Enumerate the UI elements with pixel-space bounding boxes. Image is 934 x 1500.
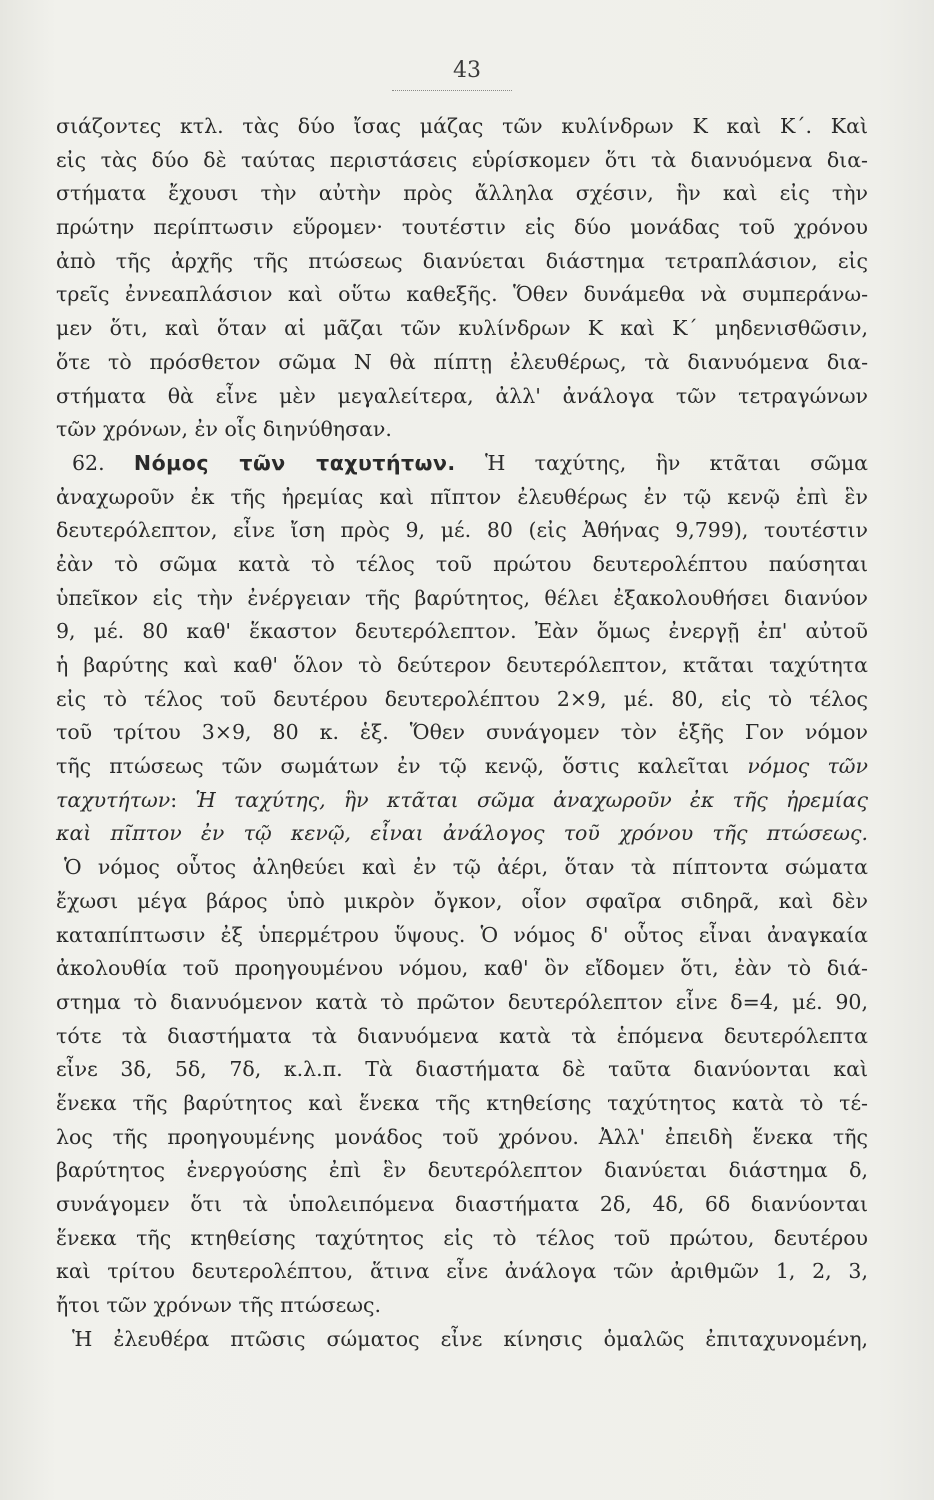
law-name: νόμος τῶν [747,754,868,779]
section-heading: Νόμος τῶν ταχυτήτων. [133,450,456,475]
law-name-line [56,750,868,784]
text-line: τρεῖς ἐννεαπλάσιον καὶ οὕτω καθεξῆς. Ὅθεν δυνάμεθα νὰ συμπεράνω- [56,282,868,307]
text-line: εἰς τὸ τέλος τοῦ δευτέρου δευτερολέπτου 2×9, μέ. 80, εἰς τὸ τέλος [56,686,868,711]
text-line: ἀκολουθία τοῦ προηγουμένου νόμου, καθ' ὃν εἴδομεν ὅτι, ἐὰν τὸ διά- [56,956,868,981]
text-line: Ὁ νόμος οὗτος ἀληθεύει καὶ ἐν τῷ ἀέρι, ὅταν τὰ πίπτοντα σώματα [64,855,868,880]
text-line: ἡ βαρύτης καὶ καθ' ὅλον τὸ δεύτερον δευτερόλεπτον, κτᾶται ταχύτητα [56,653,868,677]
text-line: λος τῆς προηγουμένης μονάδος τοῦ χρόνου. Ἀλλ' ἐπειδὴ ἕνεκα τῆς [56,1124,868,1149]
law-statement-rest: καὶ πῖπτον ἐν τῷ κενῷ, εἶναι ἀνάλογος τοῦ χρόνου τῆς πτώσεως. [56,821,868,846]
text-line: βαρύτητος ἐνεργούσης ἐπὶ ἓν δευτερόλεπτον διανύεται διάστημα δ, [56,1158,868,1183]
text-line: ἀπὸ τῆς ἀρχῆς τῆς πτώσεως διανύεται διάστημα τετραπλάσιον, εἰς [56,248,868,273]
text-line: στήματα ἔχουσι τὴν αὐτὴν πρὸς ἄλληλα σχέσιν, ἣν καὶ εἰς τὴν [56,181,868,206]
text-line: 9, μέ. 80 καθ' ἕκαστον δευτερόλεπτον. Ἐὰν ὅμως ἐνεργῇ ἐπ' αὐτοῦ [56,619,868,644]
text-line: τοῦ τρίτου 3×9, 80 κ. ἑξ. Ὅθεν συνάγομεν τὸν ἑξῆς Γον νόμον [56,720,868,745]
law-statement-start: Ἡ ταχύτης, ἣν κτᾶται σῶμα ἀναχωροῦν ἐκ τῆς ἠρεμίας [195,787,868,812]
text-line: σιάζοντες κτλ. τὰς δύο ἴσας μάζας τῶν κυλίνδρων Κ καὶ Κ΄. Καὶ [56,114,868,138]
section-first-line [56,447,868,481]
law-name-continued: ταχυτήτων [56,787,171,812]
text-line: ἐὰν τὸ σῶμα κατὰ τὸ τέλος τοῦ πρώτου δευτερολέπτου παύσηται [56,551,868,576]
text-line: ὅτε τὸ πρόσθετον σῶμα Ν θὰ πίπτῃ ἐλευθέρως, τὰ διανυόμενα δια- [56,349,868,374]
page-body [56,110,868,1356]
text-line: δευτερόλεπτον, εἶνε ἴση πρὸς 9, μέ. 80 (εἰς Ἀθήνας 9,799), τουτέστιν [56,518,868,543]
text-line: ἀναχωροῦν ἐκ τῆς ἠρεμίας καὶ πῖπτον ἐλευθέρως ἐν τῷ κενῷ ἐπὶ ἓν [56,484,868,509]
text-line: στημα τὸ διανυόμενον κατὰ τὸ πρῶτον δευτερόλεπτον εἶνε δ=4, μέ. 90, [56,989,868,1014]
text-line: ἕνεκα τῆς κτηθείσης ταχύτητος εἰς τὸ τέλος τοῦ πρώτου, δευτέρου [56,1225,868,1250]
text-line: εἰς τὰς δύο δὲ ταύτας περιστάσεις εὑρίσκομεν ὅτι τὰ διανυόμενα δια- [56,147,868,172]
text-line: ἕνεκα τῆς βαρύτητος καὶ ἕνεκα τῆς κτηθείσης ταχύτητος κατὰ τὸ τέ- [56,1090,868,1115]
text-line: καὶ τρίτου δευτερολέπτου, ἅτινα εἶνε ἀνάλογα τῶν ἀριθμῶν 1, 2, 3, [56,1259,868,1284]
text-line: ὑπεῖκον εἰς τὴν ἐνέργειαν τῆς βαρύτητος, θέλει ἐξακολουθήσει διανύον [56,585,868,610]
text-line: τότε τὰ διαστήματα τὰ διανυόμενα κατὰ τὰ ἑπόμενα δευτερόλεπτα [56,1023,868,1048]
text-line: εἶνε 3δ, 5δ, 7δ, κ.λ.π. Τὰ διαστήματα δὲ ταῦτα διανύονται καὶ [56,1057,868,1082]
text-line: πρώτην περίπτωσιν εὕρομεν· τουτέστιν εἰς δύο μονάδας τοῦ χρόνου [56,215,868,240]
text-line: μεν ὅτι, καὶ ὅταν αἱ μᾶζαι τῶν κυλίνδρων Κ καὶ Κ΄ μηδενισθῶσιν, [56,316,868,341]
text-line: ἤτοι τῶν χρόνων τῆς πτώσεως. [56,1293,382,1318]
law-statement-end [56,817,868,851]
text-line: στήματα θὰ εἶνε μὲν μεγαλείτερα, ἀλλ' ἀνάλογα τῶν τετραγώνων [56,383,868,408]
text-line: συνάγομεν ὅτι τὰ ὑπολειπόμενα διαστήματα 2δ, 4δ, 6δ διανύονται [56,1192,868,1216]
text-line-fragment: τῆς πτώσεως τῶν σωμάτων ἐν τῷ κενῷ, ὅστις καλεῖται [56,754,730,779]
text-line: τῶν χρόνων, ἐν οἷς διηνύθησαν. [56,417,392,442]
law-statement-line: ταχυτήτων: Ἡ ταχύτης, ἣν κτᾶται σῶμα ἀναχωροῦν ἐκ τῆς ἠρεμίας [56,787,868,812]
section-first-line-rest: Ἡ ταχύτης, ἣν κτᾶται σῶμα [485,450,868,475]
header-rule [392,90,512,91]
text-line: Ἡ ἐλευθέρα πτῶσις σώματος εἶνε κίνησις ὁμαλῶς ἐπιταχυνομένη, [72,1326,868,1351]
section-number: 62. [72,450,105,475]
page-number: 43 [453,58,481,83]
text-line: ἔχωσι μέγα βάρος ὑπὸ μικρὸν ὄγκον, οἷον σφαῖρα σιδηρᾶ, καὶ δὲν [56,888,868,913]
text-line: καταπίπτωσιν ἐξ ὑπερμέτρου ὕψους. Ὁ νόμος δ' οὗτος εἶναι ἀναγκαία [56,922,868,947]
